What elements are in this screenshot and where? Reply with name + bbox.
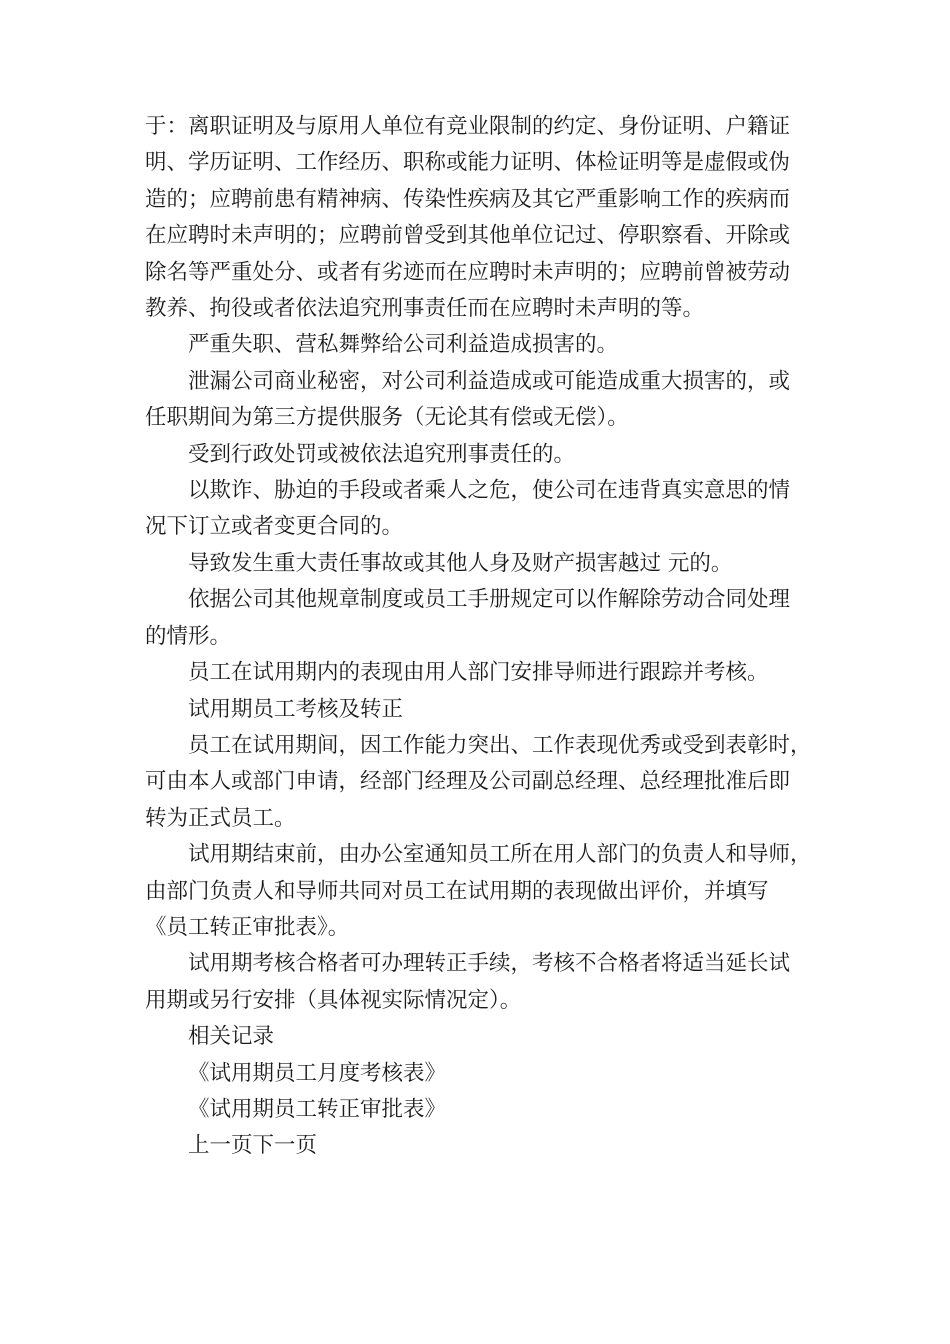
section-heading-probation-review: 试用期员工考核及转正 (188, 696, 404, 722)
text-line: 用期或另行安排（具体视实际情况定）。 (145, 987, 522, 1013)
text-line: 除名等严重处分、或者有劣迹而在应聘时未声明的；应聘前曾被劳动 (145, 259, 791, 285)
paragraph-negligence: 严重失职、营私舞弊给公司利益造成损害的。 (188, 332, 619, 358)
text-line: 试用期结束前，由办公室通知员工所在用人部门的负责人和导师， (188, 842, 812, 868)
paragraph-early-confirmation (145, 728, 815, 837)
paragraph-trade-secret (145, 364, 815, 437)
text-line: 况下订立或者变更合同的。 (145, 514, 404, 540)
previous-page-link[interactable]: 上一页 (188, 1133, 253, 1159)
text-line: 任职期间为第三方提供服务（无论其有偿或无偿）。 (145, 405, 629, 431)
text-line: 由部门负责人和导师共同对员工在试用期的表现做出评价，并填写 (145, 878, 769, 904)
text-line: 教养、拘役或者依法追究刑事责任而在应聘时未声明的等。 (145, 296, 705, 322)
paragraph-accident: 导致发生重大责任事故或其他人身及财产损害越过 元的。 (188, 550, 733, 576)
next-page-link[interactable]: 下一页 (252, 1133, 318, 1159)
paragraph-background-fraud (145, 109, 815, 327)
text-line: 依据公司其他规章制度或员工手册规定可以作解除劳动合同处理 (188, 587, 791, 613)
text-line: 以欺诈、胁迫的手段或者乘人之危，使公司在违背真实意思的情 (188, 478, 791, 504)
section-heading-related-records: 相关记录 (188, 1024, 275, 1050)
paragraph-other-rules (145, 582, 815, 655)
text-line: 员工在试用期间，因工作能力突出、工作表现优秀或受到表彰时， (188, 732, 812, 758)
text-line: 可由本人或部门申请，经部门经理及公司副总经理、总经理批准后即 (145, 769, 791, 795)
record-monthly-review-form: 《试用期员工月度考核表》 (188, 1060, 447, 1086)
pagination (145, 1128, 815, 1164)
paragraph-end-of-probation (145, 837, 815, 946)
text-line: 明、学历证明、工作经历、职称或能力证明、体检证明等是虚假或伪 (145, 150, 791, 176)
text-line: 的情形。 (145, 623, 232, 649)
text-line: 在应聘时未声明的；应聘前曾受到其他单位记过、停职察看、开除或 (145, 223, 791, 249)
text-line: 试用期考核合格者可办理转正手续，考核不合格者将适当延长试 (188, 951, 791, 977)
text-line: 《员工转正审批表》。 (145, 914, 350, 940)
text-line: 于：离职证明及与原用人单位有竞业限制的约定、身份证明、户籍证 (145, 114, 791, 139)
text-line: 泄漏公司商业秘密，对公司利益造成或可能造成重大损害的，或 (188, 368, 791, 394)
record-confirmation-form: 《试用期员工转正审批表》 (188, 1096, 447, 1122)
text-line: 造的；应聘前患有精神病、传染性疾病及其它严重影响工作的疾病而 (145, 186, 791, 212)
text-line: 转为正式员工。 (145, 805, 296, 831)
paragraph-mentor-tracking: 员工在试用期内的表现由用人部门安排导师进行跟踪并考核。 (188, 660, 769, 686)
paragraph-fraud-contract (145, 473, 815, 546)
paragraph-review-outcome (145, 946, 815, 1019)
document-body (145, 109, 815, 1165)
paragraph-administrative-penalty: 受到行政处罚或被依法追究刑事责任的。 (188, 441, 576, 467)
